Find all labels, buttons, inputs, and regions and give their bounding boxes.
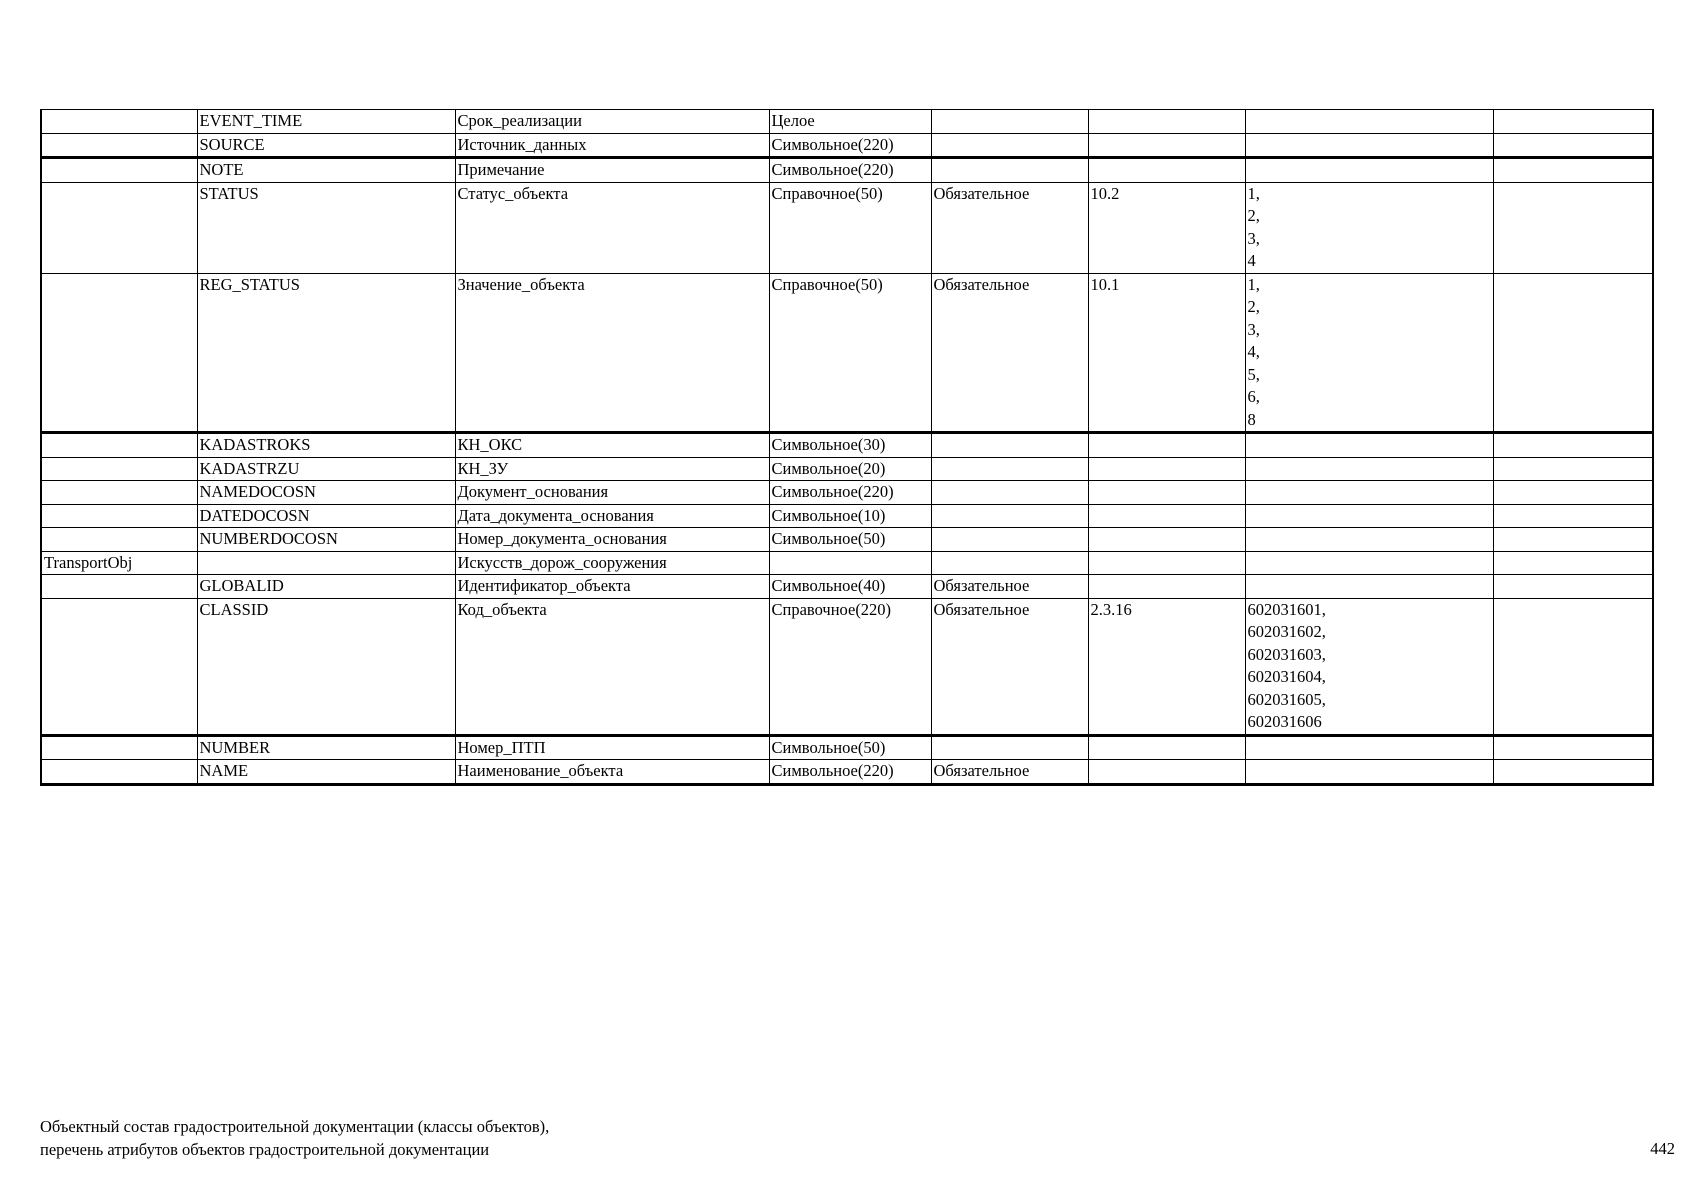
required-cell: [931, 735, 1088, 760]
allowed-values-cell: [1245, 760, 1493, 785]
allowed-value: 602031605,: [1247, 689, 1326, 709]
alias-cell: Срок_реализации: [455, 110, 769, 134]
field-name-cell: DATEDOCOSN: [197, 504, 455, 528]
class-name-cell: [41, 273, 197, 433]
data-type-cell: Символьное(220): [769, 481, 931, 505]
allowed-value: 2,: [1247, 297, 1260, 316]
note-cell: [1493, 457, 1653, 481]
data-type-cell: Символьное(220): [769, 158, 931, 183]
allowed-values-cell: [1245, 158, 1493, 183]
alias-cell: Идентификатор_объекта: [455, 575, 769, 599]
note-cell: [1493, 551, 1653, 575]
note-cell: [1493, 273, 1653, 433]
alias-cell: Номер_документа_основания: [455, 528, 769, 552]
allowed-value: 6,: [1247, 387, 1260, 406]
note-cell: [1493, 133, 1653, 158]
reference-cell: [1088, 504, 1245, 528]
reference-cell: [1088, 110, 1245, 134]
class-name-cell: [41, 735, 197, 760]
table-row: [41, 735, 1653, 760]
required-cell: [931, 158, 1088, 183]
allowed-values-cell: [1245, 575, 1493, 599]
table-row: [41, 760, 1653, 785]
reference-cell: [1088, 158, 1245, 183]
alias-cell: Значение_объекта: [455, 273, 769, 433]
allowed-value: 602031601,: [1247, 599, 1326, 619]
note-cell: [1493, 182, 1653, 273]
data-type-cell: Символьное(220): [769, 133, 931, 158]
note-cell: [1493, 433, 1653, 458]
reference-cell: [1088, 133, 1245, 158]
alias-cell: Статус_объекта: [455, 182, 769, 273]
field-name-cell: NOTE: [197, 158, 455, 183]
field-name-cell: NAMEDOCOSN: [197, 481, 455, 505]
allowed-value: 3,: [1247, 319, 1260, 339]
data-type-cell: Целое: [769, 110, 931, 134]
alias-cell: Номер_ПТП: [455, 735, 769, 760]
allowed-value: 5,: [1247, 364, 1260, 384]
allowed-value: 1,: [1247, 274, 1260, 294]
allowed-value: 602031602,: [1247, 622, 1326, 641]
alias-cell: Документ_основания: [455, 481, 769, 505]
allowed-value: 602031603,: [1247, 644, 1326, 664]
data-type-cell: Справочное(220): [769, 598, 931, 735]
required-cell: Обязательное: [931, 182, 1088, 273]
field-name-cell: NUMBER: [197, 735, 455, 760]
alias-cell: КН_ЗУ: [455, 457, 769, 481]
field-name-cell: GLOBALID: [197, 575, 455, 599]
allowed-values-cell: [1245, 110, 1493, 134]
allowed-values-cell: [1245, 133, 1493, 158]
note-cell: [1493, 760, 1653, 785]
field-name-cell: STATUS: [197, 182, 455, 273]
allowed-values-cell: [1245, 598, 1493, 735]
required-cell: [931, 528, 1088, 552]
class-name-cell: [41, 182, 197, 273]
class-name-cell: [41, 575, 197, 599]
required-cell: [931, 504, 1088, 528]
data-type-cell: Символьное(20): [769, 457, 931, 481]
class-name-cell: [41, 433, 197, 458]
alias-cell: Примечание: [455, 158, 769, 183]
field-name-cell: NUMBERDOCOSN: [197, 528, 455, 552]
data-type-cell: Символьное(50): [769, 528, 931, 552]
reference-cell: [1088, 760, 1245, 785]
class-name-cell: [41, 504, 197, 528]
data-type-cell: Символьное(220): [769, 760, 931, 785]
field-name-cell: REG_STATUS: [197, 273, 455, 433]
table-row: [41, 481, 1653, 505]
class-name-cell: [41, 598, 197, 735]
reference-cell: [1088, 457, 1245, 481]
required-cell: [931, 433, 1088, 458]
reference-cell: [1088, 433, 1245, 458]
allowed-value: 8: [1247, 409, 1256, 429]
table-row: [41, 110, 1653, 134]
alias-cell: Источник_данных: [455, 133, 769, 158]
table-row: [41, 528, 1653, 552]
field-name-cell: EVENT_TIME: [197, 110, 455, 134]
field-name-cell: [197, 551, 455, 575]
note-cell: [1493, 528, 1653, 552]
note-cell: [1493, 481, 1653, 505]
alias-cell: Дата_документа_основания: [455, 504, 769, 528]
allowed-values-cell: [1245, 504, 1493, 528]
required-cell: [931, 551, 1088, 575]
table-row: [41, 504, 1653, 528]
table-row: [41, 133, 1653, 158]
table-row: [41, 575, 1653, 599]
data-type-cell: [769, 551, 931, 575]
field-name-cell: KADASTROKS: [197, 433, 455, 458]
table-row: [41, 158, 1653, 183]
required-cell: Обязательное: [931, 598, 1088, 735]
field-name-cell: SOURCE: [197, 133, 455, 158]
field-name-cell: CLASSID: [197, 598, 455, 735]
allowed-value: 602031606: [1247, 712, 1322, 731]
class-name-cell: [41, 528, 197, 552]
field-name-cell: NAME: [197, 760, 455, 785]
data-type-cell: Справочное(50): [769, 182, 931, 273]
allowed-values-cell: [1245, 551, 1493, 575]
required-cell: [931, 457, 1088, 481]
required-cell: [931, 110, 1088, 134]
reference-cell: [1088, 481, 1245, 505]
class-name-cell: [41, 110, 197, 134]
data-type-cell: Символьное(50): [769, 735, 931, 760]
note-cell: [1493, 735, 1653, 760]
reference-cell: [1088, 575, 1245, 599]
note-cell: [1493, 598, 1653, 735]
required-cell: Обязательное: [931, 273, 1088, 433]
class-name-cell: [41, 158, 197, 183]
table-row: [41, 598, 1653, 735]
data-type-cell: Символьное(40): [769, 575, 931, 599]
table-row: [41, 457, 1653, 481]
note-cell: [1493, 575, 1653, 599]
allowed-values-cell: [1245, 273, 1493, 433]
allowed-values-cell: [1245, 457, 1493, 481]
class-name-cell: [41, 481, 197, 505]
alias-cell: Искусств_дорож_сооружения: [455, 551, 769, 575]
note-cell: [1493, 110, 1653, 134]
alias-cell: Код_объекта: [455, 598, 769, 735]
required-cell: [931, 133, 1088, 158]
footer-line-2: перечень атрибутов объектов градостроительной документации: [40, 1139, 490, 1159]
table-body: [41, 110, 1653, 785]
reference-cell: 10.1: [1088, 273, 1245, 433]
alias-cell: Наименование_объекта: [455, 760, 769, 785]
reference-cell: [1088, 528, 1245, 552]
page-number: 442: [1650, 1139, 1675, 1158]
attributes-table: [40, 109, 1654, 786]
data-type-cell: Символьное(10): [769, 504, 931, 528]
reference-cell: 10.2: [1088, 182, 1245, 273]
footer-line-1: Объектный состав градостроительной документации (классы объектов),: [40, 1117, 550, 1136]
allowed-value: 1,: [1247, 183, 1260, 203]
table-row: [41, 433, 1653, 458]
page-footer: [40, 1116, 549, 1161]
allowed-value: 2,: [1247, 206, 1260, 225]
allowed-values-cell: [1245, 481, 1493, 505]
allowed-value: 3,: [1247, 228, 1260, 248]
reference-cell: 2.3.16: [1088, 598, 1245, 735]
data-type-cell: Справочное(50): [769, 273, 931, 433]
allowed-value: 602031604,: [1247, 667, 1326, 686]
allowed-value: 4,: [1247, 342, 1260, 361]
required-cell: Обязательное: [931, 575, 1088, 599]
field-name-cell: KADASTRZU: [197, 457, 455, 481]
required-cell: [931, 481, 1088, 505]
alias-cell: КН_ОКС: [455, 433, 769, 458]
note-cell: [1493, 504, 1653, 528]
class-name-cell: [41, 760, 197, 785]
allowed-values-cell: [1245, 735, 1493, 760]
allowed-value: 4: [1247, 251, 1256, 270]
reference-cell: [1088, 735, 1245, 760]
allowed-values-cell: [1245, 528, 1493, 552]
table-row: [41, 273, 1653, 433]
required-cell: Обязательное: [931, 760, 1088, 785]
class-name-cell: [41, 457, 197, 481]
class-name-cell: [41, 133, 197, 158]
table-row: [41, 551, 1653, 575]
allowed-values-cell: [1245, 182, 1493, 273]
table-row: [41, 182, 1653, 273]
reference-cell: [1088, 551, 1245, 575]
note-cell: [1493, 158, 1653, 183]
data-type-cell: Символьное(30): [769, 433, 931, 458]
allowed-values-cell: [1245, 433, 1493, 458]
class-name-cell: TransportObj: [41, 551, 197, 575]
